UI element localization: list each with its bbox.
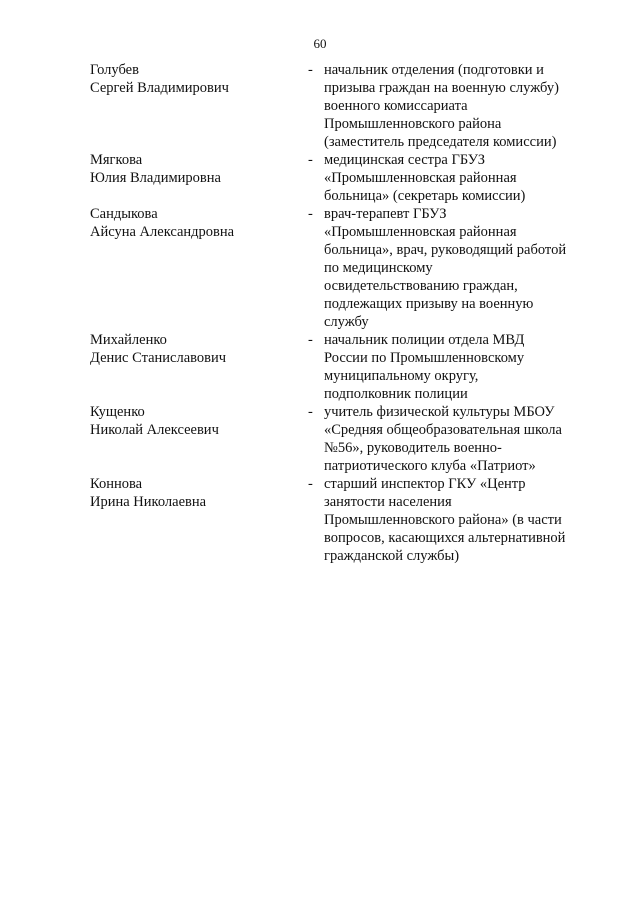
member-given-names: Айсуна Александровна [90, 224, 235, 240]
role-line: «Промышленновская районная [324, 170, 517, 186]
role-line: России по Промышленновскому [324, 350, 525, 366]
role-line: старший инспектор ГКУ «Центр [324, 476, 526, 492]
member-dash: - [308, 404, 313, 420]
member-name [90, 331, 308, 403]
member-role [324, 475, 590, 565]
member-row [90, 61, 590, 151]
role-line: «Промышленновская районная [324, 224, 517, 240]
member-dash: - [308, 152, 313, 168]
member-name [90, 205, 308, 331]
role-line: освидетельствованию граждан, [324, 278, 518, 294]
role-line: призыва граждан на военную службу) [324, 80, 559, 96]
member-surname: Голубев [90, 62, 139, 78]
role-line: Промышленновского района» (в части [324, 512, 562, 528]
role-line: больница» (секретарь комиссии) [324, 188, 526, 204]
member-dash: - [308, 206, 313, 222]
role-line: гражданской службы) [324, 548, 460, 564]
role-line: службу [324, 314, 369, 330]
role-line: подлежащих призыву на военную [324, 296, 534, 312]
member-row [90, 331, 590, 403]
role-line: начальник полиции отдела МВД [324, 332, 525, 348]
role-line: занятости населения [324, 494, 452, 510]
member-row [90, 205, 590, 331]
role-line: «Средняя общеобразовательная школа [324, 422, 562, 438]
commission-members-list [90, 61, 590, 565]
member-role [324, 403, 590, 475]
member-role [324, 151, 590, 205]
member-role [324, 205, 590, 331]
role-line: начальник отделения (подготовки и [324, 62, 544, 78]
member-dash: - [308, 62, 313, 78]
member-role [324, 331, 590, 403]
role-line: военного комиссариата [324, 98, 468, 114]
member-given-names: Денис Станиславович [90, 350, 227, 366]
role-line: учитель физической культуры МБОУ [324, 404, 555, 420]
role-line: больница», врач, руководящий работой [324, 242, 567, 258]
member-row [90, 475, 590, 565]
page-number: 60 [313, 36, 327, 51]
member-row [90, 151, 590, 205]
member-given-names: Николай Алексеевич [90, 422, 219, 438]
member-name [90, 403, 308, 475]
role-line: (заместитель председателя комиссии) [324, 134, 557, 150]
role-line: №56», руководитель военно- [324, 440, 502, 456]
role-line: по медицинскому [324, 260, 433, 276]
member-surname: Михайленко [90, 332, 167, 348]
member-row [90, 403, 590, 475]
member-surname: Сандыкова [90, 206, 158, 222]
member-given-names: Сергей Владимирович [90, 80, 229, 96]
member-surname: Коннова [90, 476, 143, 492]
member-dash: - [308, 332, 313, 348]
member-surname: Кущенко [90, 404, 145, 420]
role-line: муниципальному округу, [324, 368, 479, 384]
role-line: Промышленновского района [324, 116, 502, 132]
role-line: медицинская сестра ГБУЗ [324, 152, 486, 168]
member-role [324, 61, 590, 151]
role-line: подполковник полиции [324, 386, 468, 402]
role-line: вопросов, касающихся альтернативной [324, 530, 566, 546]
member-name [90, 475, 308, 565]
member-given-names: Ирина Николаевна [90, 494, 207, 510]
member-dash: - [308, 476, 313, 492]
member-given-names: Юлия Владимировна [90, 170, 221, 186]
member-name [90, 61, 308, 151]
member-surname: Мягкова [90, 152, 143, 168]
role-line: патриотического клуба «Патриот» [324, 458, 536, 474]
member-name [90, 151, 308, 205]
role-line: врач-терапевт ГБУЗ [324, 206, 447, 222]
